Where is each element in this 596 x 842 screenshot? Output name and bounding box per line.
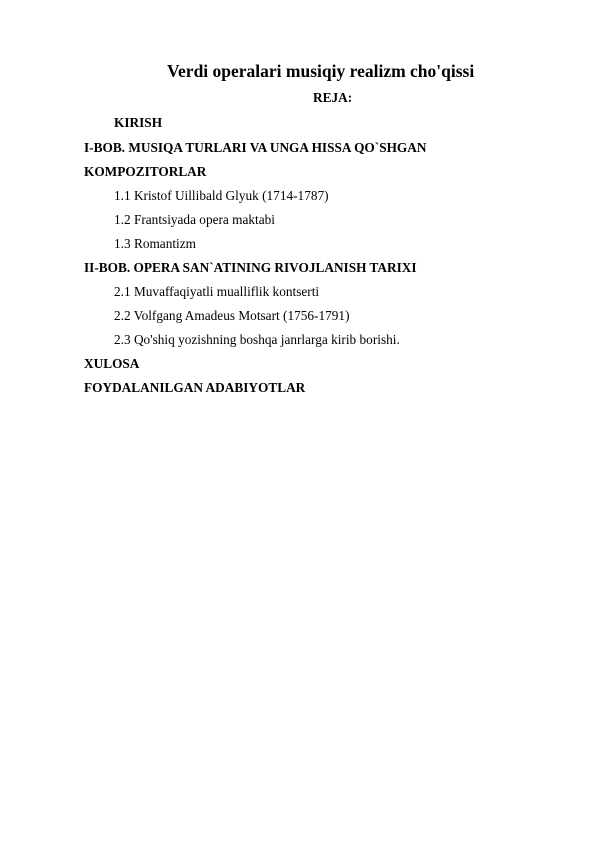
toc-references: FOYDALANILGAN ADABIYOTLAR bbox=[84, 380, 306, 395]
toc-chapter1-title: I-BOB. MUSIQA TURLARI VA UNGA HISSA QO`SHGAN bbox=[84, 140, 427, 155]
toc-section-2-1: 2.1 Muvaffaqiyatli mualliflik kontserti bbox=[114, 284, 320, 299]
toc-intro: KIRISH bbox=[114, 115, 163, 130]
toc-section-2-3: 2.3 Qo'shiq yozishning boshqa janrlarga kirib borishi. bbox=[114, 332, 400, 347]
toc-section-1-2: 1.2 Frantsiyada opera maktabi bbox=[114, 212, 275, 227]
toc-chapter2-title: II-BOB. OPERA SAN`ATINING RIVOJLANISH TARIXI bbox=[84, 260, 417, 275]
toc-conclusion: XULOSA bbox=[84, 356, 140, 371]
toc-chapter1-title-continued: KOMPOZITORLAR bbox=[84, 164, 207, 179]
plan-heading: REJA: bbox=[313, 90, 353, 105]
toc-section-1-1: 1.1 Kristof Uillibald Glyuk (1714-1787) bbox=[114, 188, 329, 203]
toc-section-1-3: 1.3 Romantizm bbox=[114, 236, 196, 251]
document-title: Verdi operalari musiqiy realizm cho'qissi bbox=[167, 61, 475, 81]
toc-section-2-2: 2.2 Volfgang Amadeus Motsart (1756-1791) bbox=[114, 308, 350, 323]
